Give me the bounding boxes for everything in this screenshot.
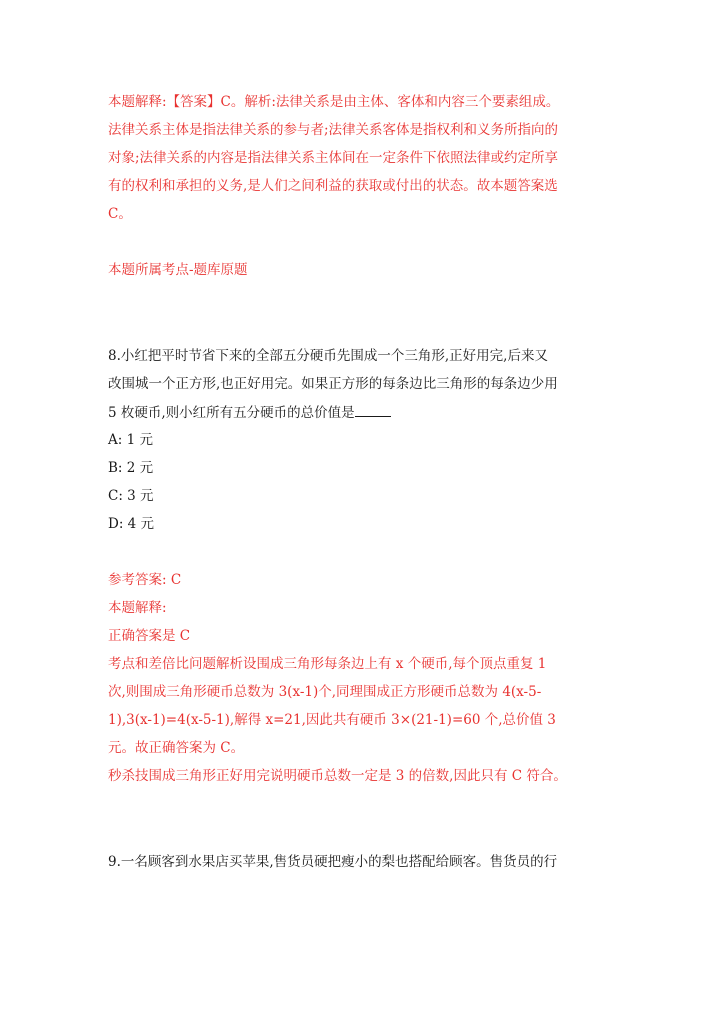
q8-explanation-line: 1),3(x-1)=4(x-5-1),解得 x=21,因此共有硬币 3×(21-1)=60 个,总价值 3 [108,712,556,728]
q8-option-d: D: 4 元 [108,516,155,532]
q8-explanation-label: 本题解释: [108,600,167,616]
q9-stem-line: 9.一名顾客到水果店买苹果,售货员硬把瘦小的梨也搭配给顾客。售货员的行 [108,854,558,870]
q8-stem-line-last [108,402,391,422]
q7-explanation-line: C。 [108,206,132,222]
q8-explanation-line: 次,则围成三角形硬币总数为 3(x-1)个,同理围成正方形硬币总数为 4(x-5- [108,684,542,700]
q7-explanation-line: 有的权利和承担的义务,是人们之间利益的获取或付出的状态。故本题答案选 [108,178,558,194]
q8-explanation-line: 正确答案是 C [108,628,191,644]
q7-topic: 本题所属考点-题库原题 [108,262,248,278]
q7-explanation-line: 本题解释:【答案】C。解析:法律关系是由主体、客体和内容三个要素组成。 [108,94,560,110]
q7-explanation-line: 对象;法律关系的内容是指法律关系主体间在一定条件下依照法律或约定所享 [108,150,559,166]
q8-option-c: C: 3 元 [108,488,154,504]
q8-option-b: B: 2 元 [108,460,154,476]
q8-explanation-line: 元。故正确答案为 C。 [108,740,245,756]
q8-stem-line: 改围城一个正方形,也正好用完。如果正方形的每条边比三角形的每条边少用 [108,376,558,392]
q8-option-a: A: 1 元 [108,432,153,448]
q7-explanation-line: 法律关系主体是指法律关系的参与者;法律关系客体是指权利和义务所指向的 [108,122,559,138]
q8-stem-line: 8.小红把平时节省下来的全部五分硬币先围成一个三角形,正好用完,后来又 [108,348,548,364]
q8-stem-text: 5 枚硬币,则小红所有五分硬币的总价值是 [108,405,355,421]
answer-blank [355,402,391,417]
q8-explanation-line: 考点和差倍比问题解析设围成三角形每条边上有 x 个硬币,每个顶点重复 1 [108,656,547,672]
q8-reference-answer: 参考答案: C [108,572,182,588]
q8-explanation-line: 秒杀技围成三角形正好用完说明硬币总数一定是 3 的倍数,因此只有 C 符合。 [108,768,567,784]
